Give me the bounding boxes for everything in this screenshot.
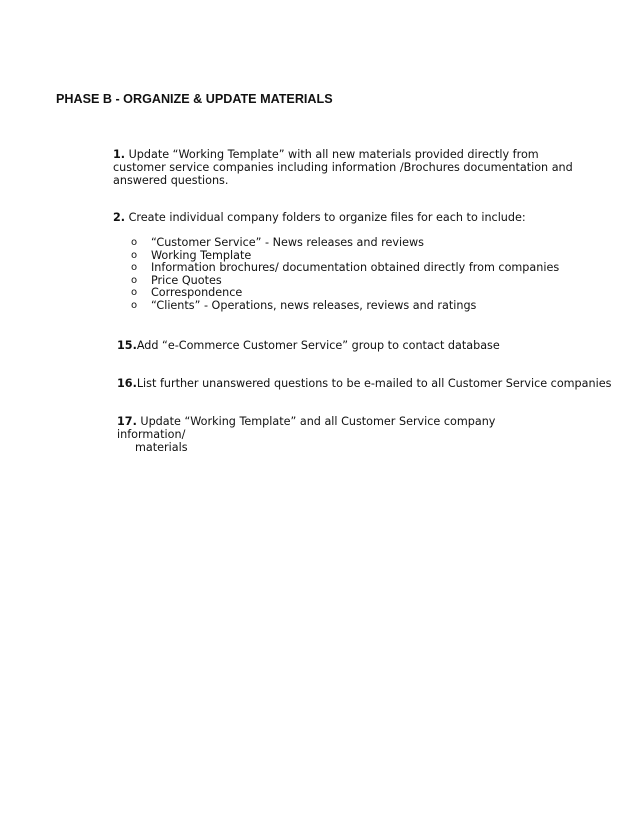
item-text: Update “Working Template” with all new materials provided directly from customer service companies including information /Brochures documentation and answered questions. xyxy=(113,148,573,187)
bullet-text: “Clients” - Operations, news releases, reviews and ratings xyxy=(151,298,477,312)
bullet-marker: o xyxy=(131,262,138,274)
item-text: Add “e-Commerce Customer Service” group to contact database xyxy=(136,339,500,352)
item-number: 2. xyxy=(113,211,126,224)
list-item-15 xyxy=(117,339,500,352)
folder-contents-list xyxy=(131,237,559,313)
bullet-text: Correspondence xyxy=(151,286,243,300)
bullet-text: Working Template xyxy=(151,248,252,262)
bullet-marker: o xyxy=(131,237,138,248)
bullet-marker: o xyxy=(131,287,138,299)
item-text: Create individual company folders to organize files for each to include: xyxy=(125,211,526,224)
item-text: List further unanswered questions to be e-mailed to all Customer Service companies xyxy=(136,377,612,390)
bullet-text: “Customer Service” - News releases and reviews xyxy=(151,236,424,249)
bullet-text: Information brochures/ documentation obtained directly from companies xyxy=(151,261,560,275)
bullet-item xyxy=(131,300,559,313)
bullet-marker: o xyxy=(131,299,138,311)
section-heading: PHASE B - ORGANIZE & UPDATE MATERIALS xyxy=(56,92,333,106)
bullet-marker: o xyxy=(131,249,138,261)
item-text: Update “Working Template” and all Customer Service company information/ xyxy=(117,415,496,441)
bullet-marker: o xyxy=(131,274,138,286)
item-number: 17. xyxy=(117,415,137,428)
bullet-text: Price Quotes xyxy=(151,273,222,287)
list-item-16 xyxy=(117,377,611,390)
item-number: 15. xyxy=(117,339,137,352)
item-number: 16. xyxy=(117,377,137,390)
list-item-1 xyxy=(113,148,583,187)
list-item-2 xyxy=(113,211,583,224)
item-text-continuation: materials xyxy=(135,441,188,454)
list-item-17 xyxy=(117,415,557,454)
item-number: 1. xyxy=(113,148,126,161)
